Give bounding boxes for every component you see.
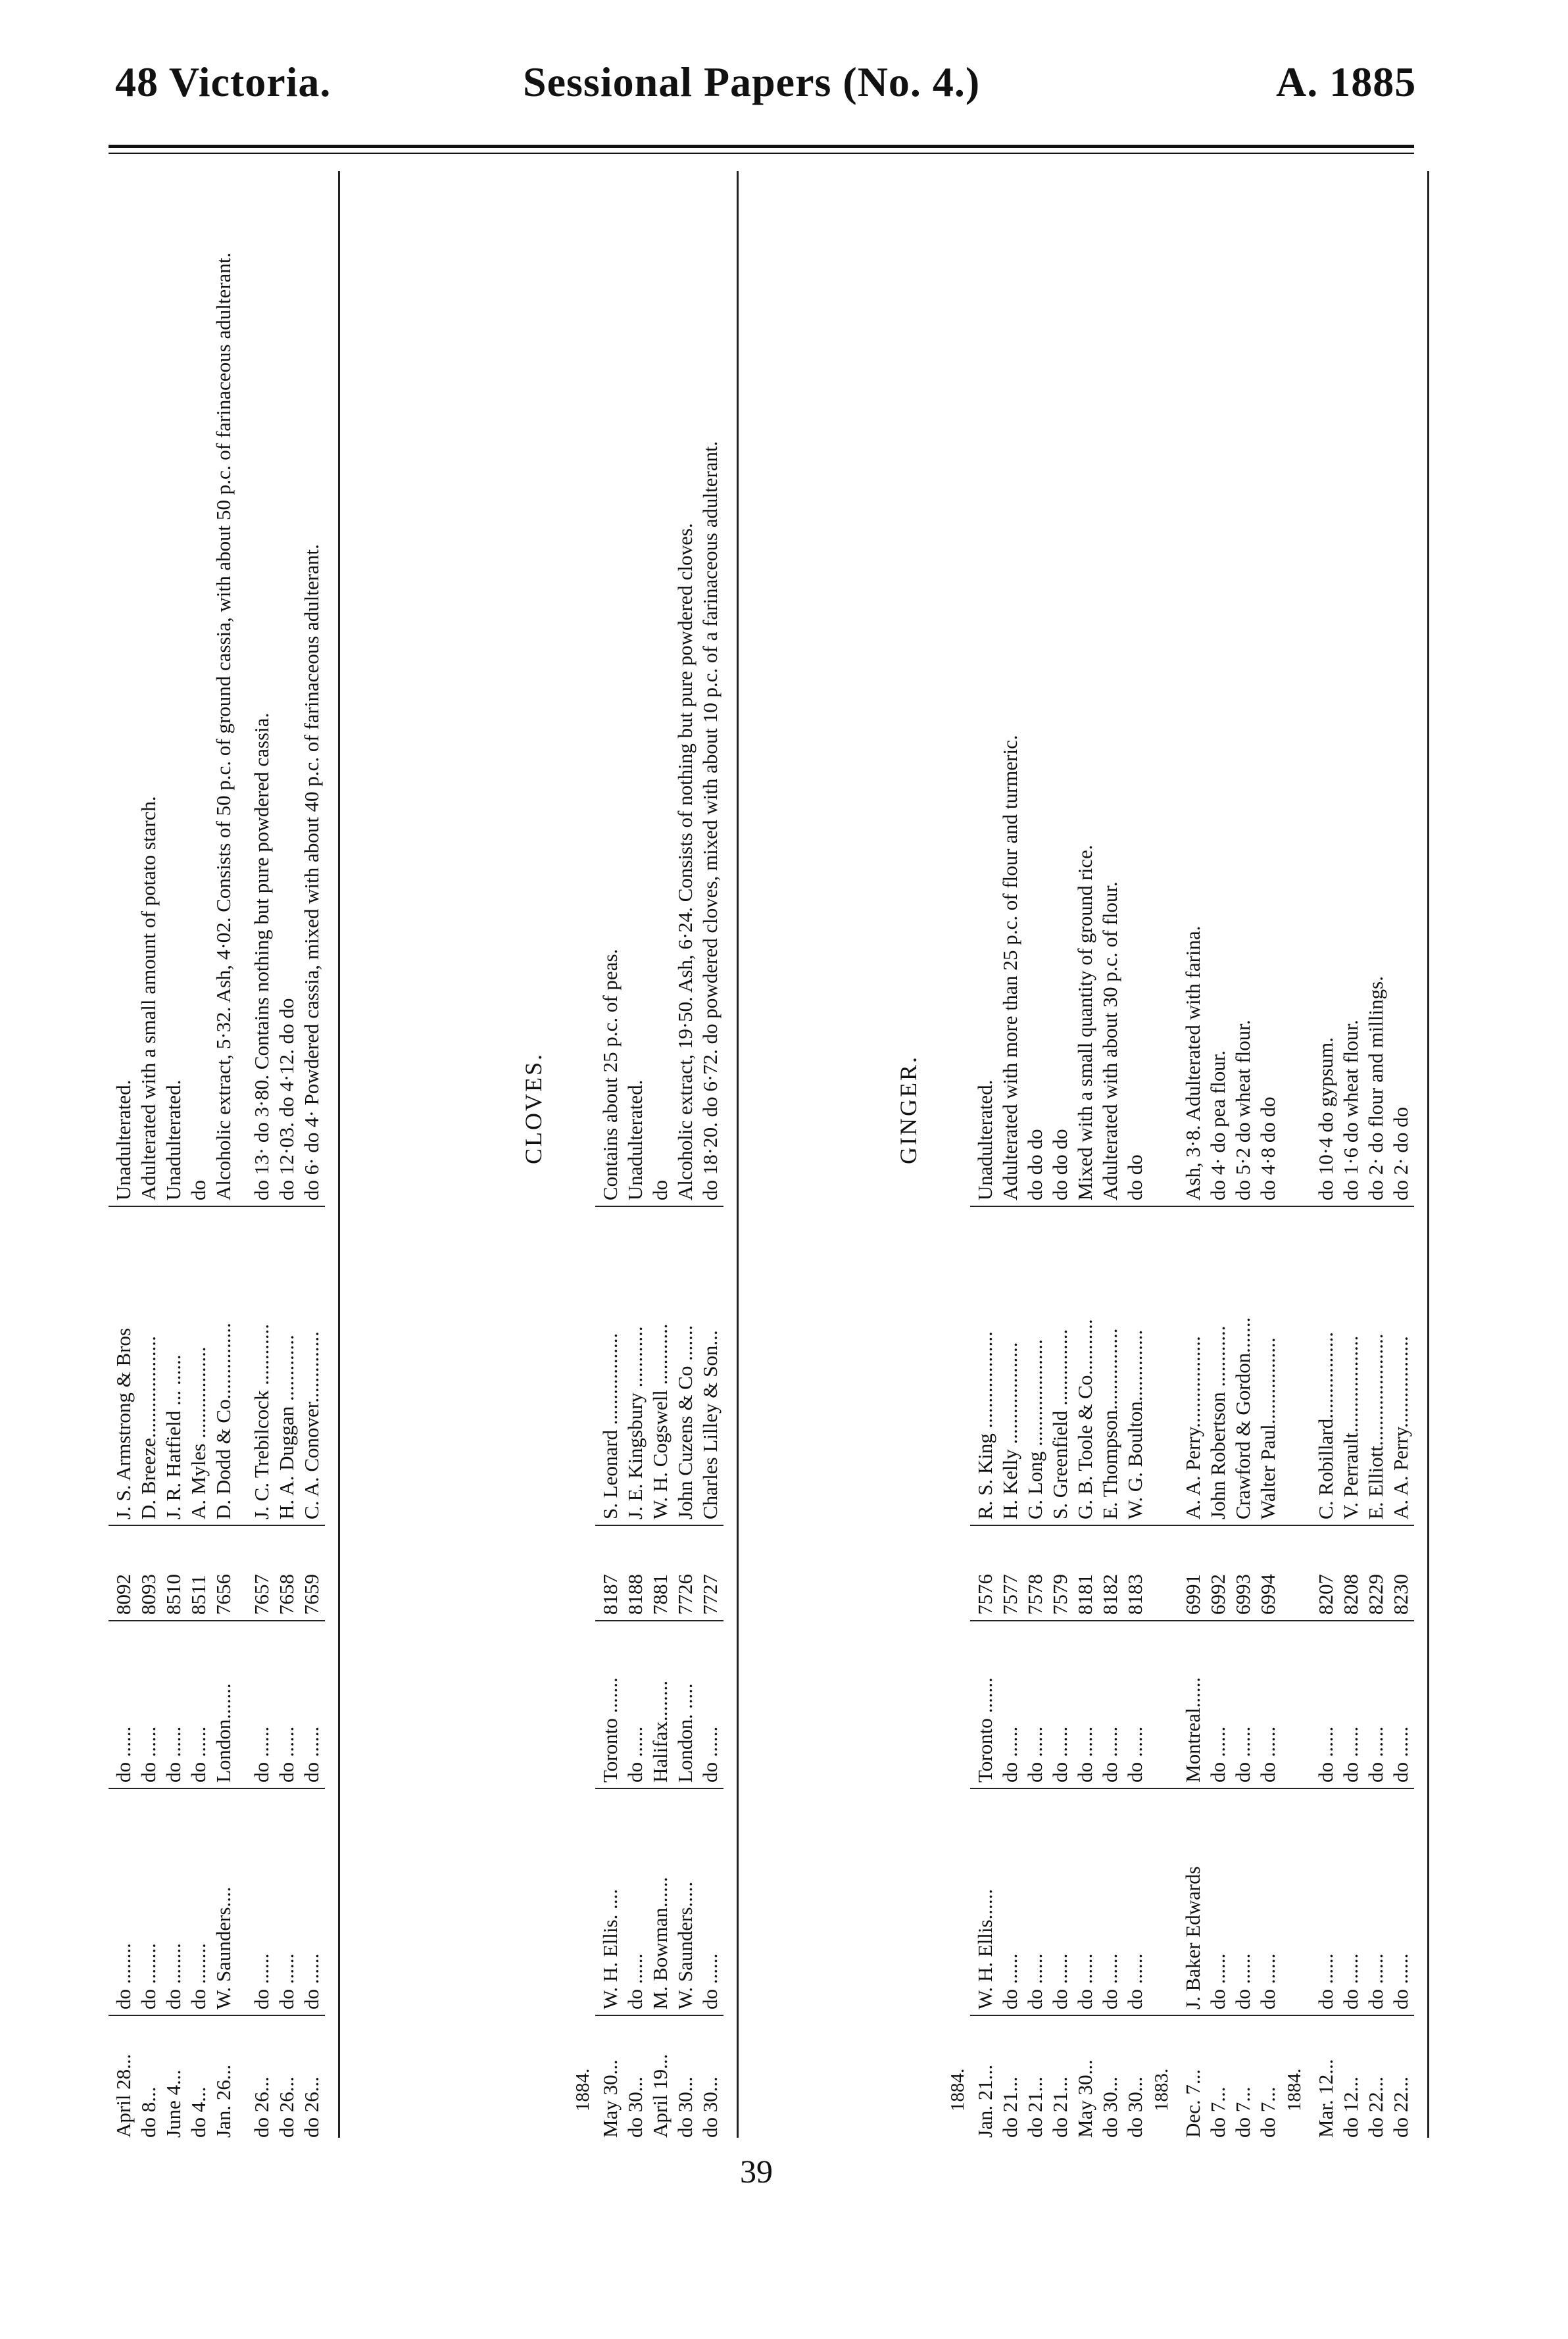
sample-number-cell: 8181: [1073, 1574, 1096, 1615]
collector-cell: do ......: [998, 1953, 1021, 2009]
collector-cell: do ......: [250, 1953, 273, 2009]
sample-number-cell: 7726: [674, 1574, 697, 1615]
result-cell: do 2· do flour and millings.: [1364, 976, 1387, 1200]
sample-number-cell: 8187: [599, 1574, 622, 1615]
vendor-cell: S. Greenfield ...............: [1048, 1329, 1071, 1519]
collector-cell: do ......: [1073, 1953, 1096, 2009]
table-row: [1048, 171, 1072, 2138]
result-cell: Unadulterated.: [162, 1079, 185, 1200]
place-cell: Montreal......: [1181, 1677, 1204, 1783]
collector-cell: do ......: [275, 1953, 298, 2009]
column-divider: [970, 1525, 1414, 1526]
year-label: 1883.: [1151, 2068, 1172, 2111]
collector-cell: J. Baker Edwards: [1181, 1866, 1204, 2009]
result-cell: do 12·03. do 4·12. do do: [275, 998, 298, 1200]
date-cell: May 30...: [599, 2059, 622, 2138]
sample-number-cell: 7576: [973, 1574, 996, 1615]
header-rule: [109, 145, 1414, 148]
date-cell: do 30...: [1123, 2077, 1146, 2138]
place-cell: do ......: [1098, 1726, 1121, 1783]
date-cell: do 26...: [275, 2077, 298, 2138]
sample-number-cell: 8207: [1314, 1574, 1337, 1615]
sample-number-cell: 8188: [624, 1574, 647, 1615]
vendor-cell: E. Thompson................: [1098, 1328, 1121, 1519]
table-row: [674, 171, 697, 2138]
sample-number-cell: 7881: [649, 1574, 672, 1615]
sample-number-cell: 7579: [1048, 1574, 1071, 1615]
vendor-cell: E. Elliott......................: [1364, 1333, 1387, 1519]
table-row: [137, 171, 160, 2138]
sample-number-cell: 6991: [1181, 1574, 1204, 1615]
result-cell: Unadulterated.: [624, 1079, 647, 1200]
date-cell: Mar. 12...: [1314, 2059, 1337, 2138]
collector-cell: W. H. Ellis. ....: [599, 1888, 622, 2009]
table-row: [250, 171, 274, 2138]
table-row: [1181, 171, 1205, 2138]
date-cell: May 30...: [1073, 2059, 1096, 2138]
result-cell: Adulterated with about 30 p.c. of flour.: [1098, 881, 1121, 1200]
rotated-table: [99, 171, 1414, 2138]
result-cell: Unadulterated.: [973, 1079, 996, 1200]
place-cell: do ......: [1123, 1726, 1146, 1783]
vendor-cell: D. Breeze....................: [137, 1336, 160, 1519]
date-cell: do 22...: [1364, 2077, 1387, 2138]
vendor-cell: Crawford & Gordon.......: [1231, 1317, 1254, 1519]
header-year: A. 1885: [1276, 59, 1417, 105]
header-session: 48 Victoria.: [115, 59, 331, 105]
date-cell: do 4...: [187, 2086, 210, 2138]
column-divider: [595, 1525, 723, 1526]
result-cell: do 13· do 3·80. Contains nothing but pure powdered cassia.: [250, 712, 273, 1200]
table-row: [599, 171, 622, 2138]
place-cell: do ......: [1206, 1726, 1229, 1783]
column-divider: [970, 1788, 1414, 1789]
column-divider: [109, 1525, 325, 1526]
collector-cell: M. Bowman......: [649, 1877, 672, 2009]
result-cell: do do do: [1023, 1129, 1046, 1200]
table-row: [187, 171, 210, 2138]
date-cell: Jan. 26...: [212, 2064, 235, 2138]
column-divider: [595, 1206, 723, 1207]
column-divider: [595, 1788, 723, 1789]
table-row: [1073, 171, 1097, 2138]
date-cell: do 21...: [1048, 2077, 1071, 2138]
date-cell: do 30...: [674, 2077, 697, 2138]
place-cell: do ......: [1048, 1726, 1071, 1783]
result-cell: do 1·6 do wheat flour.: [1339, 1020, 1362, 1200]
vendor-cell: W. G. Boulton..............: [1123, 1329, 1146, 1519]
year-label: 1884.: [1284, 2068, 1305, 2111]
sample-number-cell: 8230: [1389, 1574, 1412, 1615]
table-row: [1339, 171, 1363, 2138]
result-cell: do 10·4 do gypsum.: [1314, 1037, 1337, 1200]
date-cell: do 21...: [1023, 2077, 1046, 2138]
date-cell: do 26...: [250, 2077, 273, 2138]
place-cell: do ......: [1073, 1726, 1096, 1783]
table-row: [998, 171, 1022, 2138]
collector-cell: do ......: [1364, 1953, 1387, 2009]
sample-number-cell: 7658: [275, 1574, 298, 1615]
vendor-cell: S. Leonard ..................: [599, 1333, 622, 1519]
vendor-cell: G. B. Toole & Co...........: [1073, 1319, 1096, 1519]
table-row: [300, 171, 324, 2138]
date-cell: Dec. 7...: [1181, 2069, 1204, 2138]
result-cell: do: [187, 1180, 210, 1200]
date-cell: April 19...: [649, 2054, 672, 2138]
collector-cell: do ........: [137, 1943, 160, 2009]
place-cell: Halifax........: [649, 1681, 672, 1783]
date-cell: do 8...: [137, 2086, 160, 2138]
page-number: 39: [740, 2153, 773, 2190]
collector-cell: do ......: [1123, 1953, 1146, 2009]
place-cell: do ......: [112, 1726, 135, 1783]
sample-number-cell: 7656: [212, 1574, 235, 1615]
table-row: [1206, 171, 1230, 2138]
collector-cell: do ......: [300, 1953, 323, 2009]
table-row: [624, 171, 647, 2138]
result-cell: Alcoholic extract, 5·32. Ash, 4·02. Consists of 50 p.c. of ground cassia, with about 50 p.c. of farinaceous adulterant.: [212, 252, 235, 1200]
sample-number-cell: 6993: [1231, 1574, 1254, 1615]
table-row: [649, 171, 672, 2138]
table-row: [275, 171, 299, 2138]
place-cell: do ......: [187, 1726, 210, 1783]
date-cell: do 12...: [1339, 2077, 1362, 2138]
place-cell: do ......: [1231, 1726, 1254, 1783]
column-divider: [109, 1620, 325, 1621]
column-divider: [109, 2015, 325, 2016]
place-cell: Toronto .......: [599, 1677, 622, 1783]
vendor-cell: H. A. Duggan .............: [275, 1335, 298, 1519]
vendor-cell: J. C. Trebilcock ............: [250, 1323, 273, 1519]
collector-cell: do ......: [1256, 1953, 1279, 2009]
result-cell: do 2· do do: [1389, 1106, 1412, 1200]
table-row: [1314, 171, 1338, 2138]
table-row: [1098, 171, 1122, 2138]
result-cell: Adulterated with a small amount of potato starch.: [137, 796, 160, 1200]
vendor-cell: John Robertson ............: [1206, 1325, 1229, 1519]
vendor-cell: A. Myles ..................: [187, 1346, 210, 1519]
place-cell: do ......: [1339, 1726, 1362, 1783]
place-cell: do ......: [698, 1726, 722, 1783]
column-divider: [595, 2015, 723, 2016]
place-cell: do ......: [300, 1726, 323, 1783]
table-row: [1123, 171, 1147, 2138]
sample-number-cell: 8092: [112, 1574, 135, 1615]
place-cell: do ......: [998, 1726, 1021, 1783]
result-cell: Unadulterated.: [112, 1079, 135, 1200]
vendor-cell: A. A. Perry..................: [1181, 1336, 1204, 1519]
collector-cell: do ......: [1339, 1953, 1362, 2009]
vendor-cell: John Cuzens & Co .......: [674, 1325, 697, 1519]
vendor-cell: V. Perrault...................: [1339, 1335, 1362, 1519]
result-cell: do do: [1123, 1154, 1146, 1200]
place-cell: Toronto .......: [973, 1677, 996, 1783]
collector-cell: do ......: [698, 1953, 722, 2009]
date-cell: do 30...: [624, 2077, 647, 2138]
vendor-cell: G. Long .....................: [1023, 1339, 1046, 1519]
sample-number-cell: 8183: [1123, 1574, 1146, 1615]
sample-number-cell: 7577: [998, 1574, 1021, 1615]
vendor-cell: A. A. Perry..................: [1389, 1336, 1412, 1519]
sample-number-cell: 7659: [300, 1574, 323, 1615]
date-cell: June 4...: [162, 2069, 185, 2138]
place-cell: do ......: [1023, 1726, 1046, 1783]
sample-number-cell: 8208: [1339, 1574, 1362, 1615]
table-row: [1389, 171, 1413, 2138]
collector-cell: do ......: [1314, 1953, 1337, 2009]
sample-number-cell: 6994: [1256, 1574, 1279, 1615]
place-cell: do ......: [250, 1726, 273, 1783]
section-title: GINGER.: [895, 1055, 921, 1164]
result-cell: do: [649, 1180, 672, 1200]
collector-cell: do ......: [1023, 1953, 1046, 2009]
place-cell: do ......: [1256, 1726, 1279, 1783]
sample-number-cell: 8510: [162, 1574, 185, 1615]
table-row: [212, 171, 235, 2138]
collector-cell: do ........: [112, 1943, 135, 2009]
result-cell: Ash, 3·8. Adulterated with farina.: [1181, 925, 1204, 1200]
column-divider: [970, 1206, 1414, 1207]
place-cell: do ......: [162, 1726, 185, 1783]
collector-cell: do ......: [1389, 1953, 1412, 2009]
table-row: [973, 171, 997, 2138]
vendor-cell: J. E. Kingsbury ............: [624, 1326, 647, 1519]
vendor-cell: C. A. Conover..............: [300, 1331, 323, 1519]
table-row: [1256, 171, 1280, 2138]
date-cell: April 28...: [112, 2054, 135, 2138]
table-row: [1364, 171, 1388, 2138]
date-cell: do 7...: [1231, 2086, 1254, 2138]
result-cell: do 5·2 do wheat flour.: [1231, 1020, 1254, 1200]
sample-number-cell: 7657: [250, 1574, 273, 1615]
column-divider: [109, 1206, 325, 1207]
date-cell: do 7...: [1206, 2086, 1229, 2138]
collector-cell: do ......: [1098, 1953, 1121, 2009]
vendor-cell: H. Kelly ....................: [998, 1342, 1021, 1519]
collector-cell: do ........: [162, 1943, 185, 2009]
result-cell: Alcoholic extract, 19·50. Ash, 6·24. Consists of nothing but pure powdered cloves.: [674, 523, 697, 1200]
section-title: CLOVES.: [520, 1052, 547, 1164]
result-cell: Mixed with a small quantity of ground rice.: [1073, 845, 1096, 1200]
date-cell: do 21...: [998, 2077, 1021, 2138]
vendor-cell: Walter Paul.................: [1256, 1337, 1279, 1519]
vendor-cell: Charles Lilley & Son...: [698, 1330, 722, 1519]
table-row: [1023, 171, 1047, 2138]
table-row: [1231, 171, 1255, 2138]
section-rule: [1427, 171, 1429, 2138]
vendor-cell: W. H. Cogswell ............: [649, 1323, 672, 1519]
sample-number-cell: 8093: [137, 1574, 160, 1615]
collector-cell: do ......: [1231, 1953, 1254, 2009]
collector-cell: do ......: [1206, 1953, 1229, 2009]
date-cell: do 22...: [1389, 2077, 1412, 2138]
column-divider: [595, 1620, 723, 1621]
place-cell: do ......: [1364, 1726, 1387, 1783]
place-cell: do ......: [137, 1726, 160, 1783]
sample-number-cell: 8511: [187, 1575, 210, 1615]
result-cell: do 4· do pea flour.: [1206, 1050, 1229, 1200]
sample-number-cell: 8182: [1098, 1574, 1121, 1615]
place-cell: do ......: [624, 1726, 647, 1783]
header-rule-thin: [109, 153, 1414, 154]
table-row: [162, 171, 185, 2138]
date-cell: do 30...: [698, 2077, 722, 2138]
result-cell: do 6· do 4· Powdered cassia, mixed with about 40 p.c. of farinaceous adulterant.: [300, 544, 323, 1200]
sample-number-cell: 6992: [1206, 1574, 1229, 1615]
result-cell: do do do: [1048, 1129, 1071, 1200]
vendor-cell: J. S. Armstrong & Bros: [112, 1327, 135, 1519]
sample-number-cell: 7578: [1023, 1574, 1046, 1615]
sample-number-cell: 8229: [1364, 1574, 1387, 1615]
place-cell: do ......: [1314, 1726, 1337, 1783]
column-divider: [970, 2015, 1414, 2016]
section-rule: [737, 171, 739, 2138]
result-cell: do 4·8 do do: [1256, 1096, 1279, 1200]
table-row: [112, 171, 135, 2138]
year-label: 1884.: [572, 2068, 593, 2111]
collector-cell: W. H. Ellis......: [973, 1888, 996, 2009]
place-cell: do ......: [1389, 1726, 1412, 1783]
vendor-cell: D. Dodd & Co...............: [212, 1323, 235, 1519]
vendor-cell: C. Robillard.................: [1314, 1331, 1337, 1519]
result-cell: do 18·20. do 6·72. do powdered cloves, mixed with about 10 p.c. of a farinaceous adulterant.: [698, 441, 722, 1200]
collector-cell: do ......: [1048, 1953, 1071, 2009]
collector-cell: do ......: [624, 1953, 647, 2009]
section-rule: [338, 171, 340, 2138]
date-cell: Jan. 21...: [973, 2064, 996, 2138]
column-divider: [970, 1620, 1414, 1621]
date-cell: do 26...: [300, 2077, 323, 2138]
collector-cell: W. Saunders....: [212, 1886, 235, 2009]
place-cell: do ......: [275, 1726, 298, 1783]
place-cell: London.......: [212, 1683, 235, 1783]
table-row: [698, 171, 722, 2138]
header-title: Sessional Papers (No. 4.): [523, 59, 981, 105]
vendor-cell: R. S. King ...................: [973, 1331, 996, 1519]
date-cell: do 30...: [1098, 2077, 1121, 2138]
column-divider: [109, 1788, 325, 1789]
place-cell: London. .....: [674, 1683, 697, 1783]
date-cell: do 7...: [1256, 2086, 1279, 2138]
result-cell: Adulterated with more than 25 p.c. of flour and turmeric.: [998, 735, 1021, 1200]
year-label: 1884.: [947, 2068, 968, 2111]
sample-number-cell: 7727: [698, 1574, 722, 1615]
result-cell: Contains about 25 p.c. of peas.: [599, 948, 622, 1200]
vendor-cell: J. R. Hatfield ... ......: [162, 1354, 185, 1519]
collector-cell: W. Saunders.....: [674, 1881, 697, 2009]
collector-cell: do ........: [187, 1943, 210, 2009]
